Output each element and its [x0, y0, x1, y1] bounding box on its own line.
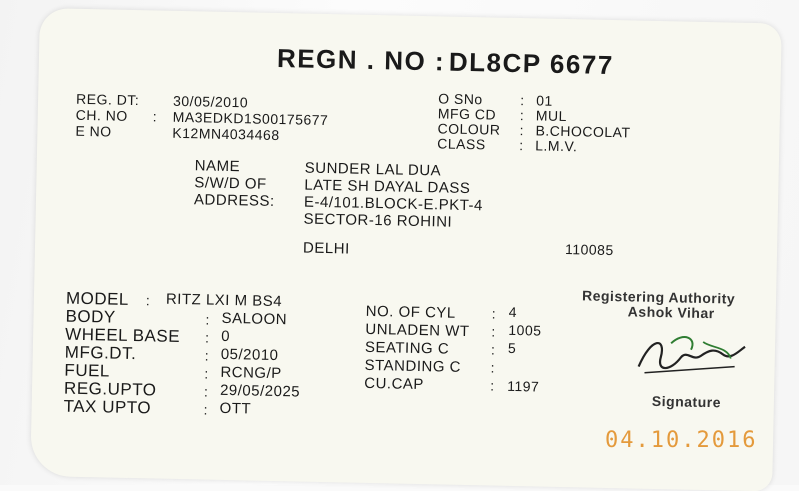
name-label: NAME	[194, 157, 241, 176]
name-value: SUNDER LAL DUA	[304, 159, 442, 180]
standing-sep: :	[490, 359, 496, 376]
swdof-label: S/W/D OF	[194, 174, 267, 193]
colour-sep: :	[519, 122, 525, 139]
city-value: DELHI	[302, 239, 350, 258]
body-label: BODY	[65, 306, 116, 327]
regn-label: REGN . NO :	[276, 42, 446, 77]
cucap-sep: :	[490, 377, 495, 394]
model-sep: :	[145, 292, 151, 309]
address-line1: E-4/101.BLOCK-E.PKT-4	[303, 193, 484, 215]
osno-value: 01	[536, 92, 553, 109]
ch-no-value: MA3EDKD1S00175677	[172, 108, 329, 129]
tax-upto-label: TAX UPTO	[63, 396, 152, 418]
fuel-sep: :	[204, 365, 209, 382]
body-value: SALOON	[221, 309, 288, 329]
authority-location: Ashok Vihar	[627, 303, 715, 322]
standing-label: STANDING C	[364, 356, 462, 376]
ch-no-label: CH. NO	[75, 106, 128, 124]
cucap-value: 1197	[507, 377, 540, 395]
model-value: RITZ LXI M BS4	[165, 290, 283, 311]
camera-date-stamp: 04.10.2016	[605, 428, 758, 453]
registration-card	[30, 8, 782, 491]
body-sep: :	[205, 311, 211, 328]
class-sep: :	[519, 137, 524, 154]
class-value: L.M.V.	[535, 137, 578, 155]
cucap-label: CU.CAP	[364, 374, 425, 394]
model-label: MODEL	[65, 288, 130, 309]
colour-value: B.CHOCOLAT	[535, 122, 631, 141]
cyl-sep: :	[491, 305, 497, 322]
osno-label: O SNo	[438, 90, 483, 108]
seating-sep: :	[490, 341, 496, 358]
mfg-dt-label: MFG.DT.	[64, 342, 137, 364]
unladen-value: 1005	[508, 321, 542, 339]
mfg-cd-value: MUL	[535, 107, 568, 125]
class-label: CLASS	[437, 135, 486, 153]
regn-number: DL8CP 6677	[448, 46, 615, 81]
wheel-base-value: 0	[220, 327, 231, 346]
cyl-label: NO. OF CYL	[365, 302, 456, 322]
seating-value: 5	[507, 339, 517, 357]
reg-upto-sep: :	[203, 383, 209, 400]
unladen-sep: :	[491, 323, 496, 340]
reg-dt-label: REG. DT:	[75, 90, 140, 109]
seating-label: SEATING C	[364, 338, 450, 358]
address-line2: SECTOR-16 ROHINI	[303, 210, 453, 231]
fuel-value: RCNG/P	[220, 363, 282, 383]
swdof-value: LATE SH DAYAL DASS	[304, 176, 471, 198]
e-no-value: K12MN4034468	[172, 124, 280, 144]
ch-no-sep: :	[152, 108, 158, 125]
tax-upto-value: OTT	[219, 399, 252, 418]
e-no-label: E NO	[75, 122, 112, 140]
registering-authority: Registering Authority	[581, 287, 736, 307]
cyl-value: 4	[508, 303, 518, 321]
mfg-dt-value: 05/2010	[220, 345, 279, 365]
reg-upto-label: REG.UPTO	[63, 378, 157, 400]
tax-upto-sep: :	[203, 401, 209, 418]
colour-label: COLOUR	[437, 120, 501, 138]
signature-label: Signature	[651, 392, 722, 411]
mfg-cd-label: MFG CD	[437, 105, 497, 123]
wheel-base-sep: :	[204, 329, 210, 346]
address-label: ADDRESS:	[193, 191, 275, 210]
reg-dt-value: 30/05/2010	[172, 92, 249, 111]
mfg-dt-sep: :	[204, 347, 210, 364]
osno-sep: :	[520, 92, 525, 109]
mfg-cd-sep: :	[519, 107, 525, 124]
fuel-label: FUEL	[64, 360, 111, 381]
wheel-base-label: WHEEL BASE	[64, 324, 181, 347]
signature-scribble	[630, 326, 751, 385]
unladen-label: UNLADEN WT	[365, 320, 470, 341]
reg-upto-value: 29/05/2025	[219, 381, 301, 401]
pin-value: 110085	[564, 241, 614, 259]
